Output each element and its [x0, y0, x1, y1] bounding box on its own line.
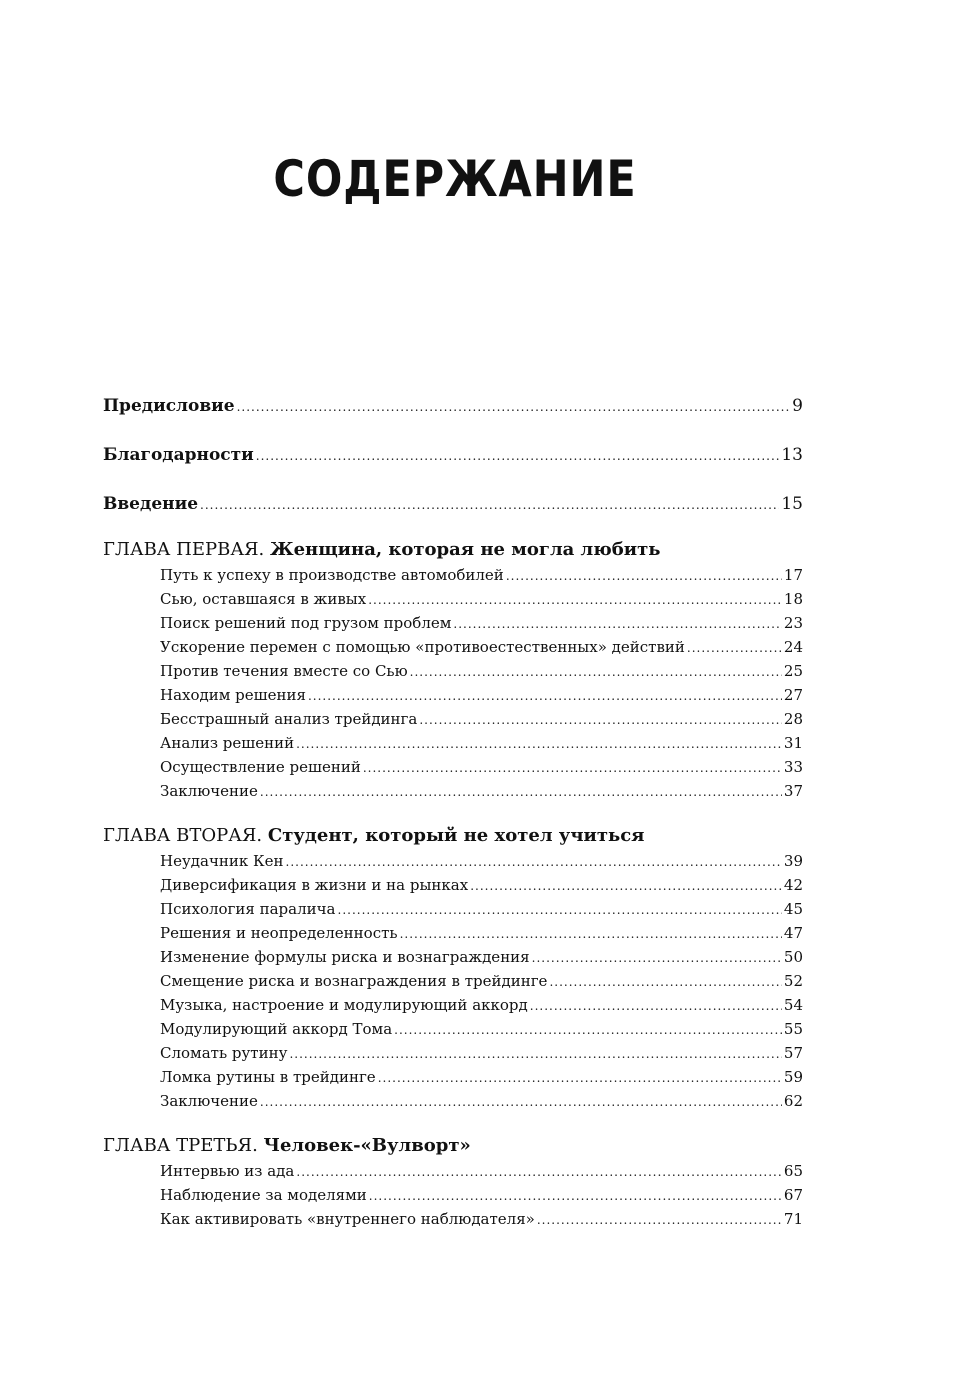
toc-page-number: 33	[783, 758, 803, 776]
toc-page-number: 55	[783, 1020, 803, 1038]
chapter-title: Человек-«Вулворт»	[263, 1135, 471, 1156]
toc-entry-label: Изменение формулы риска и вознаграждения	[160, 948, 530, 966]
dot-leader	[687, 636, 782, 660]
toc-page-number: 54	[783, 996, 803, 1014]
toc-entry-label: Как активировать «внутреннего наблюдателя»	[160, 1210, 535, 1228]
dot-leader	[368, 588, 782, 612]
chapter-title: Женщина, которая не могла любить	[269, 539, 661, 560]
dot-leader	[286, 850, 782, 874]
toc-entry	[103, 683, 803, 707]
toc-entry-label: Музыка, настроение и модулирующий аккорд	[160, 996, 528, 1014]
dot-leader	[363, 756, 782, 780]
page-title: СОДЕРЖАНИЕ	[273, 150, 637, 208]
toc-page-number: 24	[783, 638, 803, 656]
toc-entry	[103, 779, 803, 803]
toc-entry-label: Заключение	[160, 1092, 258, 1110]
toc-page-number: 27	[783, 686, 803, 704]
toc-entry	[103, 1089, 803, 1113]
toc-page-number: 65	[783, 1162, 803, 1180]
dot-leader	[260, 780, 782, 804]
dot-leader	[419, 708, 782, 732]
chapter-heading-3	[103, 1133, 803, 1159]
toc-page-number: 67	[783, 1186, 803, 1204]
toc-entry-label: Ломка рутины в трейдинге	[160, 1068, 376, 1086]
toc-entry-label: Неудачник Кен	[160, 852, 284, 870]
toc-page-number: 31	[783, 734, 803, 752]
dot-leader	[296, 1160, 782, 1184]
toc-page-number: 42	[783, 876, 803, 894]
chapter-heading-1	[103, 537, 803, 563]
dot-leader	[470, 874, 782, 898]
dot-leader	[400, 922, 782, 946]
toc-entry-label: Предисловие	[103, 396, 235, 416]
toc-entry-label: Смещение риска и вознаграждения в трейдинге	[160, 972, 548, 990]
chapter-title: Студент, который не хотел учиться	[267, 825, 645, 846]
toc-entry-label: Сломать рутину	[160, 1044, 288, 1062]
dot-leader	[394, 1018, 782, 1042]
toc-entry-introduction	[103, 491, 803, 517]
toc-entry-label: Ускорение перемен с помощью «противоестественных» действий	[160, 638, 685, 656]
toc-entry-label: Интервью из ада	[160, 1162, 295, 1180]
toc-entry	[103, 1207, 803, 1231]
dot-leader	[532, 946, 782, 970]
dot-leader	[260, 1090, 782, 1114]
toc-entry-label: Введение	[103, 494, 199, 514]
dot-leader	[237, 394, 791, 420]
dot-leader	[530, 994, 782, 1018]
toc-entry-label: Находим решения	[160, 686, 306, 704]
chapter-number: ГЛАВА ТРЕТЬЯ.	[103, 1135, 258, 1156]
chapter-number: ГЛАВА ВТОРАЯ.	[103, 825, 263, 846]
toc-entry	[103, 873, 803, 897]
toc-entry-label: Заключение	[160, 782, 258, 800]
toc-page-number: 37	[783, 782, 803, 800]
dot-leader	[256, 443, 780, 469]
dot-leader	[549, 970, 781, 994]
toc-entry-label: Модулирующий аккорд Тома	[160, 1020, 393, 1038]
dot-leader	[338, 898, 782, 922]
toc-entry	[103, 945, 803, 969]
toc-page-number: 17	[783, 566, 803, 584]
toc-entry	[103, 611, 803, 635]
table-of-contents	[103, 393, 803, 1231]
dot-leader	[453, 612, 781, 636]
toc-page-number: 9	[792, 396, 803, 416]
dot-leader	[308, 684, 782, 708]
dot-leader	[506, 564, 782, 588]
toc-page-number: 52	[783, 972, 803, 990]
toc-entry-label: Путь к успеху в производстве автомобилей	[160, 566, 504, 584]
toc-entry-label: Психология паралича	[160, 900, 336, 918]
toc-entry	[103, 1041, 803, 1065]
dot-leader	[410, 660, 782, 684]
toc-entry	[103, 921, 803, 945]
toc-page-number: 13	[781, 445, 803, 465]
toc-entry	[103, 969, 803, 993]
toc-page-number: 45	[783, 900, 803, 918]
toc-entry	[103, 659, 803, 683]
dot-leader	[296, 732, 782, 756]
toc-entry	[103, 1159, 803, 1183]
toc-entry	[103, 587, 803, 611]
toc-entry	[103, 849, 803, 873]
toc-page-number: 57	[783, 1044, 803, 1062]
toc-page-number: 15	[781, 494, 803, 514]
toc-entry	[103, 563, 803, 587]
toc-page-number: 23	[783, 614, 803, 632]
toc-entry-label: Поиск решений под грузом проблем	[160, 614, 452, 632]
toc-entry-acknowledgements	[103, 442, 803, 468]
toc-entry	[103, 897, 803, 921]
toc-entry	[103, 993, 803, 1017]
toc-entry-foreword	[103, 393, 803, 419]
chapter-number: ГЛАВА ПЕРВАЯ.	[103, 539, 265, 560]
dot-leader	[200, 492, 779, 518]
toc-page-number: 59	[783, 1068, 803, 1086]
toc-entry-label: Бесстрашный анализ трейдинга	[160, 710, 418, 728]
toc-page-number: 18	[783, 590, 803, 608]
toc-page-number: 25	[783, 662, 803, 680]
toc-page-number: 28	[783, 710, 803, 728]
toc-entry	[103, 1065, 803, 1089]
dot-leader	[289, 1042, 781, 1066]
toc-page-number: 62	[783, 1092, 803, 1110]
toc-page-number: 39	[783, 852, 803, 870]
toc-entry-label: Осуществление решений	[160, 758, 361, 776]
dot-leader	[378, 1066, 782, 1090]
toc-entry-label: Благодарности	[103, 445, 254, 465]
toc-entry-label: Наблюдение за моделями	[160, 1186, 367, 1204]
dot-leader	[537, 1208, 782, 1232]
toc-entry	[103, 1183, 803, 1207]
toc-page-number: 47	[783, 924, 803, 942]
chapter-heading-2	[103, 823, 803, 849]
toc-entry	[103, 635, 803, 659]
toc-entry-label: Диверсификация в жизни и на рынках	[160, 876, 469, 894]
toc-entry-label: Анализ решений	[160, 734, 295, 752]
toc-entry-label: Решения и неопределенность	[160, 924, 398, 942]
toc-entry	[103, 1017, 803, 1041]
toc-page-number: 71	[783, 1210, 803, 1228]
toc-entry	[103, 731, 803, 755]
toc-entry-label: Сью, оставшаяся в живых	[160, 590, 367, 608]
toc-page-number: 50	[783, 948, 803, 966]
toc-entry-label: Против течения вместе со Сью	[160, 662, 408, 680]
dot-leader	[369, 1184, 782, 1208]
toc-entry	[103, 707, 803, 731]
toc-entry	[103, 755, 803, 779]
